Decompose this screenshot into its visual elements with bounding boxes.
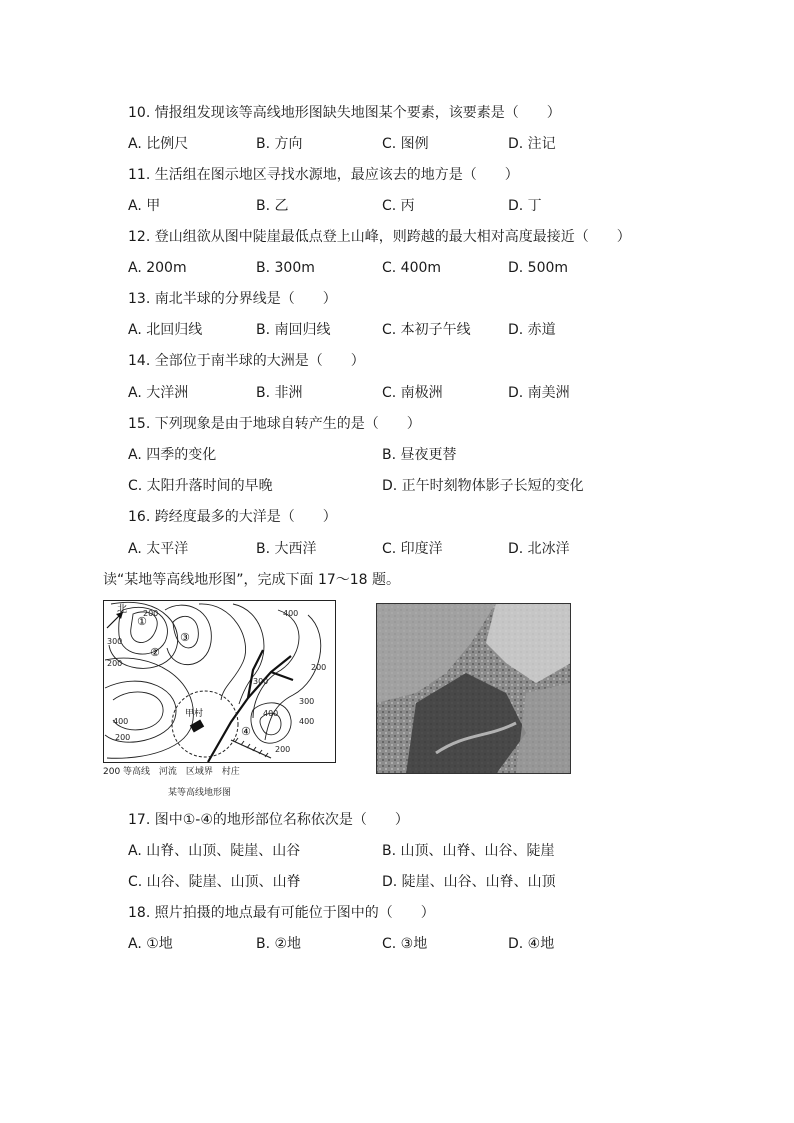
contour-label: 200 [143,609,159,618]
question-15-option-b[interactable]: B. 昼夜更替 [382,447,457,463]
question-15-option-d[interactable]: D. 正午时刻物体影子长短的变化 [382,478,584,494]
contour-label: 400 [299,717,315,726]
question-15-option-a[interactable]: A. 四季的变化 [128,447,217,463]
question-18-option-a[interactable]: A. ①地 [128,936,173,952]
contour-label: 200 [311,663,327,672]
marker-1: ① [137,615,147,628]
map-legend [103,764,246,777]
question-12-option-a[interactable]: A. 200m [128,260,187,276]
question-18-option-d[interactable]: D. ④地 [508,936,555,952]
question-12-option-c[interactable]: C. 400m [382,260,442,276]
contour-label: 300 [253,677,269,686]
question-17-stem: 17. 图中①-④的地形部位名称依次是（ ） [128,812,409,828]
question-16-option-a[interactable]: A. 太平洋 [128,541,189,557]
question-10-option-d[interactable]: D. 注记 [508,136,556,152]
reading-instruction: 读“某地等高线地形图”，完成下面 17～18 题。 [103,572,401,588]
question-13-option-b[interactable]: B. 南回归线 [256,322,331,338]
question-13-option-d[interactable]: D. 赤道 [508,322,556,338]
question-10-stem: 10. 情报组发现该等高线地形图缺失地图某个要素，该要素是（ ） [128,105,561,121]
question-11-option-c[interactable]: C. 丙 [382,198,415,214]
question-12-stem: 12. 登山组欲从图中陡崖最低点登上山峰，则跨越的最大相对高度最接近（ ） [128,229,631,245]
question-11-option-a[interactable]: A. 甲 [128,198,161,214]
question-17-option-a[interactable]: A. 山脊、山顶、陡崖、山谷 [128,843,301,859]
question-14-stem: 14. 全部位于南半球的大洲是（ ） [128,353,365,369]
north-label: 北 [117,604,127,615]
question-17-option-c[interactable]: C. 山谷、陡崖、山顶、山脊 [128,874,301,890]
question-18-stem: 18. 照片拍摄的地点最有可能位于图中的（ ） [128,905,435,921]
question-11-option-d[interactable]: D. 丁 [508,198,542,214]
question-12-option-b[interactable]: B. 300m [256,260,315,276]
contour-label: 200 [275,745,291,754]
contour-map [103,600,338,764]
question-16-option-b[interactable]: B. 大西洋 [256,541,317,557]
question-18-option-c[interactable]: C. ③地 [382,936,428,952]
legend-village: 村庄 [221,767,240,777]
question-17-option-d[interactable]: D. 陡崖、山谷、山脊、山顶 [382,874,556,890]
question-16-stem: 16. 跨经度最多的大洋是（ ） [128,509,337,525]
question-14-option-b[interactable]: B. 非洲 [256,385,303,401]
question-11-stem: 11. 生活组在图示地区寻找水源地，最应该去的地方是（ ） [128,167,519,183]
landscape-photo [376,603,571,774]
question-10-option-c[interactable]: C. 图例 [382,136,429,152]
village-label: 甲村 [185,709,204,719]
question-13-option-a[interactable]: A. 北回归线 [128,322,203,338]
contour-label: 400 [283,609,299,618]
question-18-option-b[interactable]: B. ②地 [256,936,302,952]
contour-label: 300 [107,637,123,646]
question-10-option-a[interactable]: A. 比例尺 [128,136,189,152]
legend-river: 河流 [158,767,177,777]
question-16-option-d[interactable]: D. 北冰洋 [508,541,570,557]
marker-3: ③ [180,631,190,644]
contour-label: 200 [107,659,123,668]
question-16-option-c[interactable]: C. 印度洋 [382,541,443,557]
marker-2: ② [150,646,160,659]
legend-contour: 200 等高线 [103,767,151,777]
contour-label: 200 [115,733,131,742]
contour-label: 300 [299,697,315,706]
legend-boundary: 区域界 [185,767,213,777]
map-caption: 某等高线地形图 [168,788,232,798]
question-10-option-b[interactable]: B. 方向 [256,136,303,152]
question-14-option-d[interactable]: D. 南美洲 [508,385,570,401]
contour-label: 400 [263,709,279,718]
question-12-option-d[interactable]: D. 500m [508,260,569,276]
question-13-stem: 13. 南北半球的分界线是（ ） [128,291,337,307]
question-11-option-b[interactable]: B. 乙 [256,198,289,214]
question-15-stem: 15. 下列现象是由于地球自转产生的是（ ） [128,416,421,432]
marker-4: ④ [241,725,251,738]
question-13-option-c[interactable]: C. 本初子午线 [382,322,471,338]
question-15-option-c[interactable]: C. 太阳升落时间的早晚 [128,478,273,494]
question-14-option-a[interactable]: A. 大洋洲 [128,385,189,401]
contour-label: 400 [113,717,129,726]
question-17-option-b[interactable]: B. 山顶、山脊、山谷、陡崖 [382,843,555,859]
question-14-option-c[interactable]: C. 南极洲 [382,385,443,401]
